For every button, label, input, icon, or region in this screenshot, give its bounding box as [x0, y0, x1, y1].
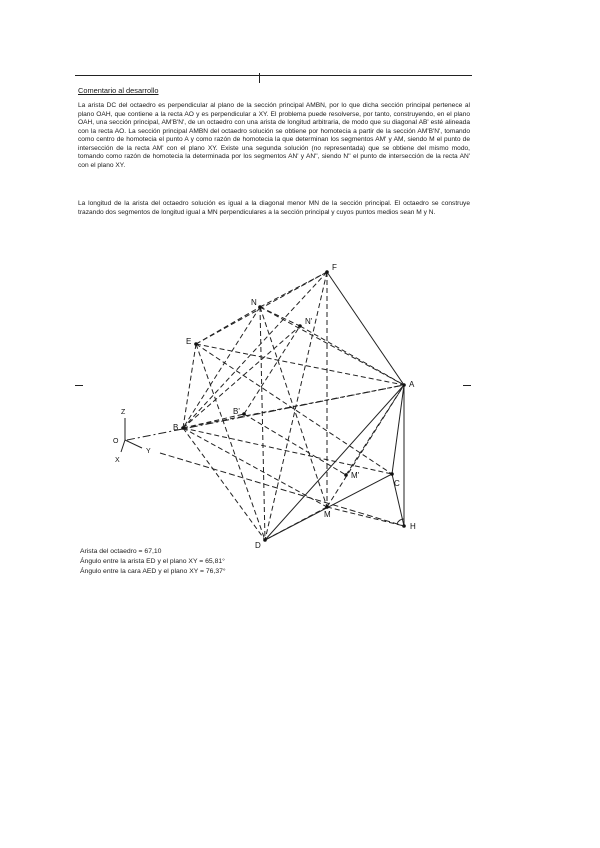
- construction-line-N-F: [260, 272, 327, 307]
- construction-line-M-A: [327, 385, 404, 507]
- point-N: [258, 305, 262, 309]
- point-C: [390, 472, 394, 476]
- section-heading: Comentario al desarrollo: [78, 86, 159, 95]
- construction-line-N-B: [183, 307, 260, 428]
- edge-A-C: [392, 385, 404, 474]
- label-D: D: [255, 541, 261, 550]
- construction-line-E-A: [196, 344, 404, 385]
- results-block: [80, 547, 226, 577]
- label-F: F: [332, 263, 337, 272]
- construction-line-N-Np: [260, 307, 300, 326]
- point-D: [263, 538, 267, 542]
- construction-line-B-Bp: [183, 414, 244, 428]
- construction-line-Bp-Mp: [244, 414, 346, 475]
- construction-line-E-N: [196, 307, 260, 344]
- axis-y: [125, 440, 142, 448]
- label-Bp: B': [233, 407, 240, 416]
- label-Mp: M': [351, 471, 360, 480]
- point-M: [325, 505, 329, 509]
- paragraph-1: La arista DC del octaedro es perpendicular al plano de la sección principal AMBN, por lo que dicha sección principal pertenece al plano OAH, que contiene a la recta AO y es perpendicular a XY. El problema puede resolverse, por tanto, construyendo, en el plano OAH, una sección principal, AM'B'N', de un octaedro con una arista de longitud arbitraria, de modo que su diagonal AB' esté alineada con la recta AO. La sección principal AMBN del octaedro solución se obtiene por homotecia a partir de la sección AM'B'N', tomando como centro de homotecia el punto A y como razón de homotecia la que determinan los segmentos AM' y AM, siendo M el punto de intersección de la recta AM' con el plano XY. Existe una segunda solución (no representada) que se obtiene del mismo modo, tomando como razón de homotecia la determinada por los segmentos AN' y AN'', siendo N'' el punto de intersección de la recta AN' con el plano XY.: [78, 102, 470, 169]
- edge-F-A: [327, 272, 404, 385]
- label-M: M: [324, 510, 331, 519]
- line-XY-H: [160, 453, 404, 526]
- axis-x: [121, 440, 125, 452]
- point-Np: [298, 324, 302, 328]
- label-B: B: [173, 423, 179, 432]
- point-Bp: [242, 412, 246, 416]
- construction-line-N-A: [260, 307, 404, 385]
- paragraph-2: La longitud de la arista del octaedro solución es igual a la diagonal menor MN de la sección principal. El octaedro se construye trazando dos segmentos de longitud igual a MN perpendiculares a la sección principal y cuyos puntos medios sean M y N.: [78, 200, 470, 216]
- axis-label-x: X: [115, 457, 120, 464]
- construction-line-E-D: [196, 344, 265, 540]
- point-A: [402, 383, 406, 387]
- construction-line-M-D: [265, 507, 327, 540]
- point-Mp: [344, 473, 348, 477]
- label-E: E: [186, 337, 192, 346]
- label-Np: N': [305, 317, 313, 326]
- label-H: H: [410, 522, 416, 531]
- construction-line-Mp-A: [346, 385, 404, 475]
- construction-line-B-Np: [183, 326, 300, 428]
- construction-line-M-H: [327, 507, 404, 526]
- label-A: A: [409, 380, 415, 389]
- construction-line-B-D: [183, 428, 265, 540]
- point-F: [325, 270, 329, 274]
- construction-line-B-M: [183, 428, 327, 507]
- label-C: C: [394, 479, 400, 488]
- construction-line-B-C: [183, 428, 392, 474]
- result-angle-AED: Ángulo entre la cara AED y el plano XY = 76,37°: [80, 568, 226, 575]
- axis-label-z: Z: [121, 409, 126, 416]
- result-angle-ED: Ángulo entre la arista ED y el plano XY = 65,81°: [80, 558, 225, 565]
- result-edge-length: Arista del octaedro = 67,10: [80, 548, 162, 555]
- label-N: N: [251, 298, 257, 307]
- axis-label-origin: O: [113, 438, 119, 445]
- axis-label-y: Y: [146, 448, 151, 455]
- point-E: [194, 342, 198, 346]
